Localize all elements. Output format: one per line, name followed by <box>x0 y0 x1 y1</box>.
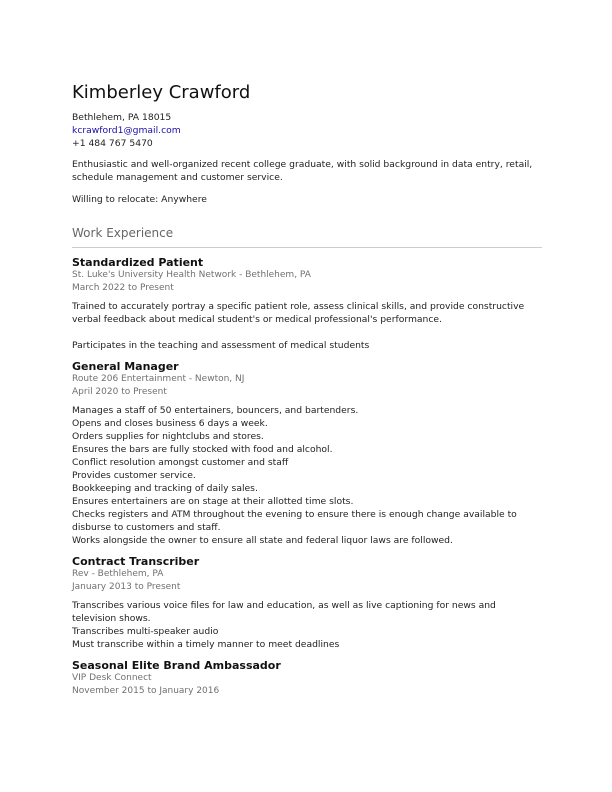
job-company: VIP Desk Connect <box>72 673 152 683</box>
job-description-line: Transcribes various voice files for law and education, as well as live captioning for news and television shows. <box>72 600 496 624</box>
job-description-line: Works alongside the owner to ensure all state and federal liquor laws are followed. <box>72 535 453 546</box>
relocate-note: Willing to relocate: Anywhere <box>72 194 207 205</box>
job-description-line: Provides customer service. <box>72 470 196 481</box>
location: Bethlehem, PA 18015 <box>72 112 172 123</box>
job-company: Route 206 Entertainment - Newton, NJ <box>72 374 245 384</box>
phone: +1 484 767 5470 <box>72 138 153 149</box>
job-dates: April 2020 to Present <box>72 387 167 397</box>
job-description-line: Bookkeeping and tracking of daily sales. <box>72 483 258 494</box>
summary: Enthusiastic and well-organized recent college graduate, with solid background in data entry, retail, schedule management and customer service. <box>72 159 533 183</box>
job-dates: November 2015 to January 2016 <box>72 686 220 696</box>
job-entry <box>72 555 542 651</box>
paragraph-gap <box>72 326 542 339</box>
job-title: Seasonal Elite Brand Ambassador <box>72 659 281 672</box>
job-description-line: Transcribes multi-speaker audio <box>72 626 219 637</box>
job-description-line: Conflict resolution amongst customer and staff <box>72 457 289 468</box>
job-description-line: Trained to accurately portray a specific patient role, assess clinical skills, and provide constructive verbal feedback about medical student's or medical professional's performance. <box>72 301 525 325</box>
job-description-line: Must transcribe within a timely manner to meet deadlines <box>72 639 340 650</box>
job-title: General Manager <box>72 360 179 373</box>
job-description <box>72 599 542 651</box>
job-description-line: Participates in the teaching and assessment of medical students <box>72 340 370 351</box>
job-title: Standardized Patient <box>72 256 204 269</box>
job-entry <box>72 256 542 352</box>
job-company: St. Luke's University Health Network - Bethlehem, PA <box>72 270 311 280</box>
job-list <box>72 256 542 698</box>
job-description-line: Manages a staff of 50 entertainers, bouncers, and bartenders. <box>72 405 359 416</box>
section-title-work-experience: Work Experience <box>72 226 542 248</box>
email-link[interactable]: kcrawford1@gmail.com <box>72 125 181 136</box>
resume-content <box>72 82 542 698</box>
job-description-line: Ensures the bars are fully stocked with food and alcohol. <box>72 444 333 455</box>
job-description <box>72 404 542 547</box>
job-company: Rev - Bethlehem, PA <box>72 569 164 579</box>
job-title: Contract Transcriber <box>72 555 200 568</box>
job-description <box>72 300 542 352</box>
job-dates: March 2022 to Present <box>72 283 174 293</box>
job-description-line: Orders supplies for nightclubs and stores. <box>72 431 264 442</box>
job-entry <box>72 659 542 698</box>
job-dates: January 2013 to Present <box>72 582 181 592</box>
job-description-line: Ensures entertainers are on stage at their allotted time slots. <box>72 496 354 507</box>
job-entry <box>72 360 542 547</box>
job-description-line: Opens and closes business 6 days a week. <box>72 418 268 429</box>
candidate-name: Kimberley Crawford <box>72 82 251 103</box>
job-description-line: Checks registers and ATM throughout the evening to ensure there is enough change available to disburse to customers and staff. <box>72 509 517 533</box>
